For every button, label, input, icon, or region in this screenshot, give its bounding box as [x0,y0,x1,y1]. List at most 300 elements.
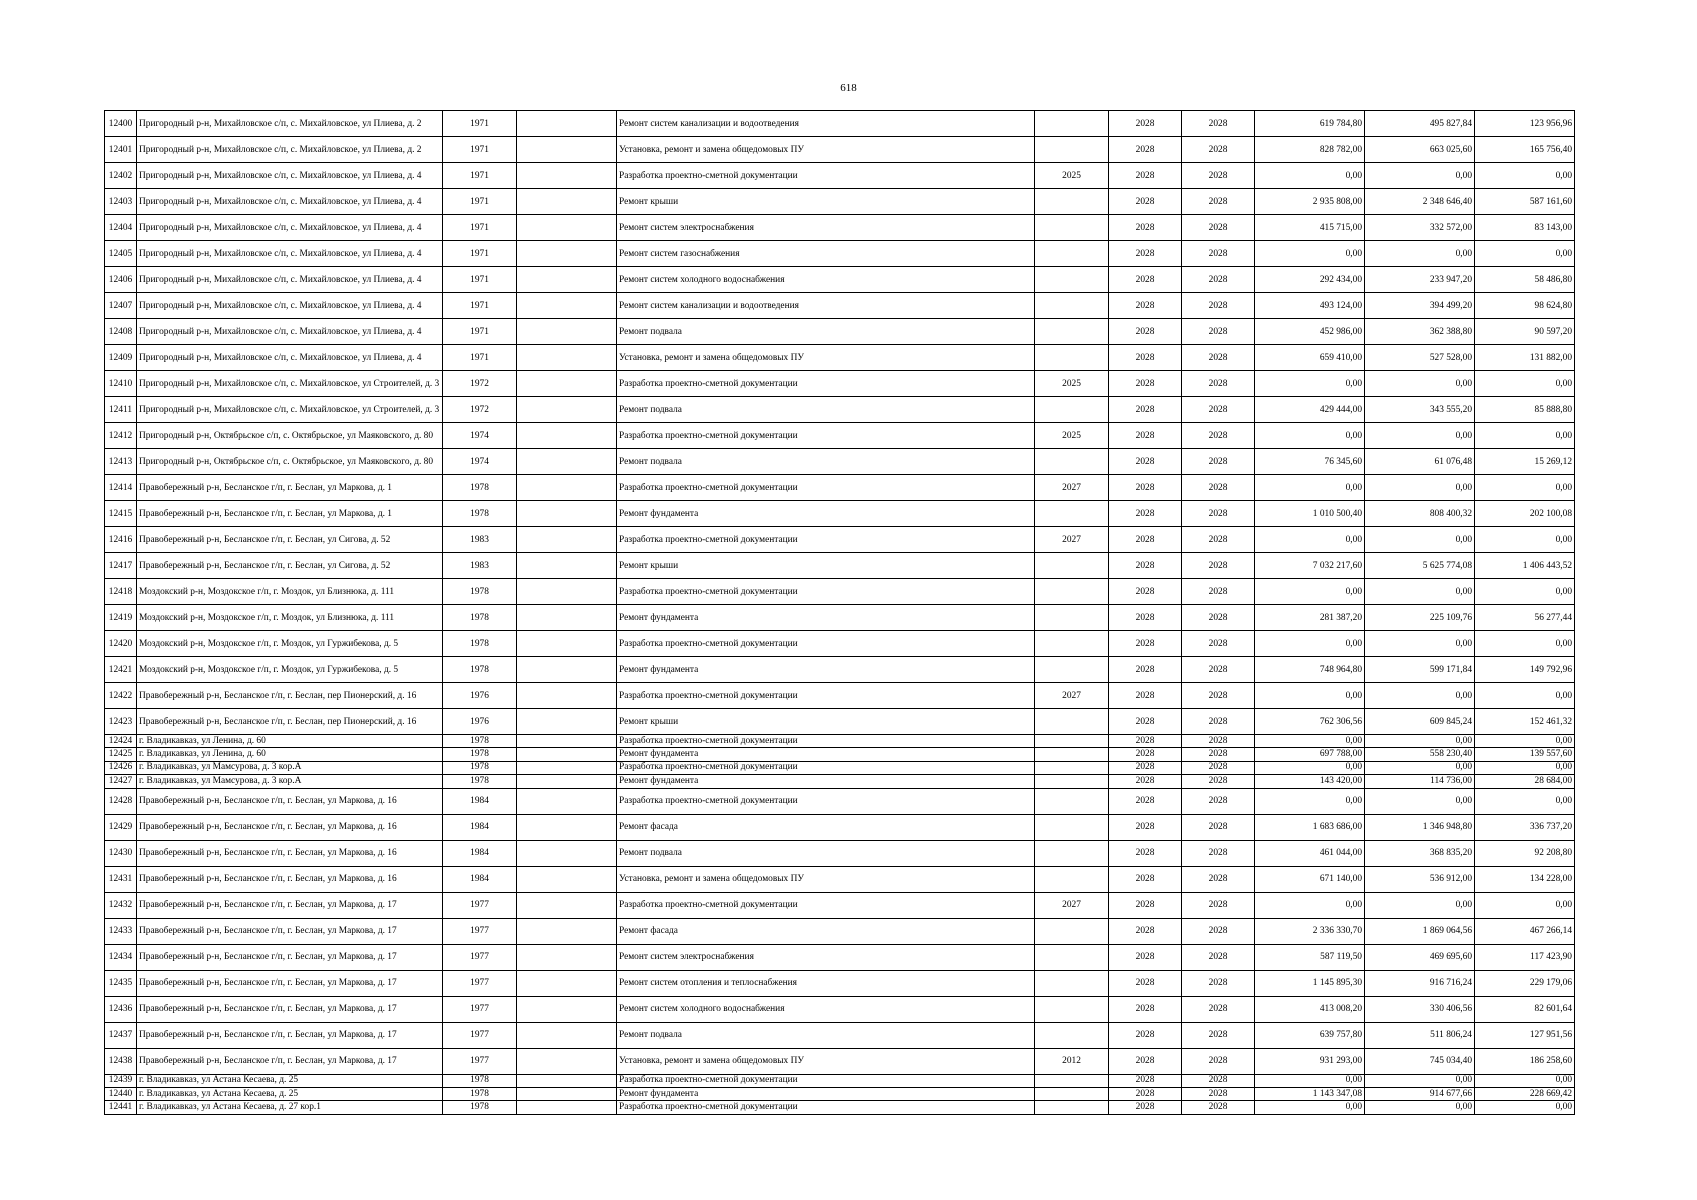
design-year-cell [1035,1087,1109,1100]
design-year-cell: 2027 [1035,475,1109,501]
empty-cell [517,735,617,748]
design-year-cell [1035,345,1109,371]
owner-cost-cell: 587 161,60 [1475,189,1575,215]
address-cell: Пригородный р-н, Михайловское с/п, с. Михайловское, ул Плиева, д. 4 [137,163,443,189]
table-row [105,215,1575,241]
fund-cost-cell: 362 388,80 [1365,319,1475,345]
start-year-cell: 2028 [1109,918,1182,944]
start-year-cell: 2028 [1109,866,1182,892]
year-built-cell: 1971 [443,215,517,241]
empty-cell [517,944,617,970]
fund-cost-cell: 2 348 646,40 [1365,189,1475,215]
empty-cell [517,189,617,215]
work-type-cell: Ремонт подвала [617,319,1035,345]
empty-cell [517,1048,617,1074]
address-cell: Пригородный р-н, Октябрьское с/п, с. Октябрьское, ул Маяковского, д. 80 [137,449,443,475]
work-type-cell: Ремонт подвала [617,840,1035,866]
year-built-cell: 1977 [443,996,517,1022]
start-year-cell: 2028 [1109,748,1182,761]
end-year-cell: 2028 [1182,775,1255,788]
total-cost-cell: 0,00 [1255,371,1365,397]
table-row [105,775,1575,788]
year-built-cell: 1977 [443,918,517,944]
empty-cell [517,657,617,683]
table-row [105,579,1575,605]
fund-cost-cell: 599 171,84 [1365,657,1475,683]
owner-cost-cell: 0,00 [1475,579,1575,605]
table-row [105,475,1575,501]
start-year-cell: 2028 [1109,319,1182,345]
year-built-cell: 1976 [443,709,517,735]
empty-cell [517,111,617,137]
end-year-cell: 2028 [1182,709,1255,735]
year-built-cell: 1984 [443,866,517,892]
total-cost-cell: 828 782,00 [1255,137,1365,163]
fund-cost-cell: 114 736,00 [1365,775,1475,788]
address-cell: Моздокский р-н, Моздокское г/п, г. Моздок, ул Близнюка, д. 111 [137,605,443,631]
end-year-cell: 2028 [1182,1022,1255,1048]
design-year-cell [1035,761,1109,774]
end-year-cell: 2028 [1182,501,1255,527]
design-year-cell [1035,605,1109,631]
address-cell: Правобережный р-н, Бесланское г/п, г. Беслан, ул Маркова, д. 17 [137,1022,443,1048]
row-number: 12411 [105,397,137,423]
fund-cost-cell: 536 912,00 [1365,866,1475,892]
table-row [105,345,1575,371]
year-built-cell: 1972 [443,371,517,397]
fund-cost-cell: 233 947,20 [1365,267,1475,293]
table-row [105,657,1575,683]
start-year-cell: 2028 [1109,189,1182,215]
table-row [105,137,1575,163]
fund-cost-cell: 914 677,66 [1365,1087,1475,1100]
start-year-cell: 2028 [1109,814,1182,840]
empty-cell [517,748,617,761]
empty-cell [517,970,617,996]
start-year-cell: 2028 [1109,657,1182,683]
end-year-cell: 2028 [1182,371,1255,397]
design-year-cell [1035,775,1109,788]
end-year-cell: 2028 [1182,1101,1255,1114]
row-number: 12438 [105,1048,137,1074]
row-number: 12405 [105,241,137,267]
table-row [105,605,1575,631]
empty-cell [517,397,617,423]
address-cell: Пригородный р-н, Октябрьское с/п, с. Октябрьское, ул Маяковского, д. 80 [137,423,443,449]
row-number: 12401 [105,137,137,163]
fund-cost-cell: 0,00 [1365,475,1475,501]
total-cost-cell: 0,00 [1255,527,1365,553]
year-built-cell: 1971 [443,345,517,371]
empty-cell [517,267,617,293]
table-row [105,1048,1575,1074]
empty-cell [517,293,617,319]
design-year-cell [1035,111,1109,137]
fund-cost-cell: 343 555,20 [1365,397,1475,423]
work-type-cell: Ремонт фасада [617,814,1035,840]
end-year-cell: 2028 [1182,631,1255,657]
address-cell: г. Владикавказ, ул Астана Кесаева, д. 27 кор.1 [137,1101,443,1114]
fund-cost-cell: 469 695,60 [1365,944,1475,970]
address-cell: Правобережный р-н, Бесланское г/п, г. Беслан, ул Маркова, д. 16 [137,866,443,892]
table-row [105,918,1575,944]
fund-cost-cell: 0,00 [1365,631,1475,657]
table-row [105,293,1575,319]
table-row [105,892,1575,918]
total-cost-cell: 292 434,00 [1255,267,1365,293]
owner-cost-cell: 15 269,12 [1475,449,1575,475]
fund-cost-cell: 495 827,84 [1365,111,1475,137]
year-built-cell: 1978 [443,735,517,748]
year-built-cell: 1971 [443,163,517,189]
year-built-cell: 1978 [443,631,517,657]
row-number: 12417 [105,553,137,579]
design-year-cell [1035,996,1109,1022]
year-built-cell: 1978 [443,501,517,527]
total-cost-cell: 2 336 330,70 [1255,918,1365,944]
end-year-cell: 2028 [1182,657,1255,683]
empty-cell [517,553,617,579]
design-year-cell [1035,215,1109,241]
year-built-cell: 1978 [443,605,517,631]
address-cell: Правобережный р-н, Бесланское г/п, г. Беслан, ул Маркова, д. 17 [137,996,443,1022]
table-row [105,189,1575,215]
owner-cost-cell: 0,00 [1475,371,1575,397]
fund-cost-cell: 368 835,20 [1365,840,1475,866]
end-year-cell: 2028 [1182,605,1255,631]
owner-cost-cell: 28 684,00 [1475,775,1575,788]
end-year-cell: 2028 [1182,748,1255,761]
work-type-cell: Ремонт фундамента [617,657,1035,683]
owner-cost-cell: 0,00 [1475,527,1575,553]
owner-cost-cell: 149 792,96 [1475,657,1575,683]
total-cost-cell: 659 410,00 [1255,345,1365,371]
table-row [105,709,1575,735]
work-type-cell: Ремонт подвала [617,449,1035,475]
owner-cost-cell: 85 888,80 [1475,397,1575,423]
work-type-cell: Установка, ремонт и замена общедомовых ПУ [617,345,1035,371]
work-type-cell: Ремонт крыши [617,709,1035,735]
owner-cost-cell: 467 266,14 [1475,918,1575,944]
total-cost-cell: 461 044,00 [1255,840,1365,866]
year-built-cell: 1984 [443,814,517,840]
work-type-cell: Разработка проектно-сметной документации [617,1074,1035,1087]
table-row [105,996,1575,1022]
address-cell: Пригородный р-н, Михайловское с/п, с. Михайловское, ул Плиева, д. 2 [137,111,443,137]
end-year-cell: 2028 [1182,397,1255,423]
work-type-cell: Разработка проектно-сметной документации [617,163,1035,189]
end-year-cell: 2028 [1182,735,1255,748]
empty-cell [517,423,617,449]
row-number: 12433 [105,918,137,944]
year-built-cell: 1978 [443,775,517,788]
start-year-cell: 2028 [1109,423,1182,449]
start-year-cell: 2028 [1109,996,1182,1022]
total-cost-cell: 748 964,80 [1255,657,1365,683]
empty-cell [517,345,617,371]
start-year-cell: 2028 [1109,775,1182,788]
empty-cell [517,840,617,866]
total-cost-cell: 697 788,00 [1255,748,1365,761]
row-number: 12421 [105,657,137,683]
empty-cell [517,631,617,657]
address-cell: Правобережный р-н, Бесланское г/п, г. Беслан, пер Пионерский, д. 16 [137,709,443,735]
table-row [105,1022,1575,1048]
work-type-cell: Разработка проектно-сметной документации [617,892,1035,918]
row-number: 12427 [105,775,137,788]
start-year-cell: 2028 [1109,1074,1182,1087]
end-year-cell: 2028 [1182,137,1255,163]
owner-cost-cell: 92 208,80 [1475,840,1575,866]
start-year-cell: 2028 [1109,267,1182,293]
end-year-cell: 2028 [1182,163,1255,189]
design-year-cell [1035,709,1109,735]
owner-cost-cell: 56 277,44 [1475,605,1575,631]
fund-cost-cell: 745 034,40 [1365,1048,1475,1074]
address-cell: Правобережный р-н, Бесланское г/п, г. Беслан, ул Сигова, д. 52 [137,527,443,553]
address-cell: Пригородный р-н, Михайловское с/п, с. Михайловское, ул Строителей, д. 3 [137,371,443,397]
design-year-cell [1035,553,1109,579]
fund-cost-cell: 1 869 064,56 [1365,918,1475,944]
year-built-cell: 1974 [443,423,517,449]
empty-cell [517,775,617,788]
registry-body [105,111,1575,1115]
total-cost-cell: 7 032 217,60 [1255,553,1365,579]
total-cost-cell: 639 757,80 [1255,1022,1365,1048]
fund-cost-cell: 609 845,24 [1365,709,1475,735]
start-year-cell: 2028 [1109,215,1182,241]
row-number: 12430 [105,840,137,866]
year-built-cell: 1978 [443,657,517,683]
total-cost-cell: 1 145 895,30 [1255,970,1365,996]
start-year-cell: 2028 [1109,709,1182,735]
total-cost-cell: 1 010 500,40 [1255,501,1365,527]
end-year-cell: 2028 [1182,866,1255,892]
owner-cost-cell: 228 669,42 [1475,1087,1575,1100]
design-year-cell [1035,631,1109,657]
address-cell: Пригородный р-н, Михайловское с/п, с. Михайловское, ул Плиева, д. 4 [137,189,443,215]
owner-cost-cell: 0,00 [1475,631,1575,657]
total-cost-cell: 0,00 [1255,579,1365,605]
design-year-cell [1035,1074,1109,1087]
fund-cost-cell: 0,00 [1365,163,1475,189]
start-year-cell: 2028 [1109,683,1182,709]
end-year-cell: 2028 [1182,892,1255,918]
owner-cost-cell: 123 956,96 [1475,111,1575,137]
owner-cost-cell: 83 143,00 [1475,215,1575,241]
end-year-cell: 2028 [1182,761,1255,774]
total-cost-cell: 0,00 [1255,683,1365,709]
address-cell: г. Владикавказ, ул Астана Кесаева, д. 25 [137,1074,443,1087]
end-year-cell: 2028 [1182,293,1255,319]
total-cost-cell: 0,00 [1255,788,1365,814]
owner-cost-cell: 0,00 [1475,241,1575,267]
owner-cost-cell: 0,00 [1475,163,1575,189]
year-built-cell: 1978 [443,1074,517,1087]
table-row [105,761,1575,774]
row-number: 12403 [105,189,137,215]
fund-cost-cell: 394 499,20 [1365,293,1475,319]
fund-cost-cell: 1 346 948,80 [1365,814,1475,840]
end-year-cell: 2028 [1182,553,1255,579]
year-built-cell: 1974 [443,449,517,475]
year-built-cell: 1978 [443,761,517,774]
end-year-cell: 2028 [1182,319,1255,345]
design-year-cell: 2025 [1035,371,1109,397]
design-year-cell [1035,241,1109,267]
page-number: 618 [840,82,857,94]
work-type-cell: Разработка проектно-сметной документации [617,631,1035,657]
design-year-cell [1035,189,1109,215]
row-number: 12423 [105,709,137,735]
fund-cost-cell: 0,00 [1365,892,1475,918]
fund-cost-cell: 5 625 774,08 [1365,553,1475,579]
design-year-cell [1035,137,1109,163]
address-cell: Пригородный р-н, Михайловское с/п, с. Михайловское, ул Плиева, д. 4 [137,345,443,371]
total-cost-cell: 0,00 [1255,761,1365,774]
fund-cost-cell: 0,00 [1365,371,1475,397]
row-number: 12407 [105,293,137,319]
empty-cell [517,892,617,918]
table-row [105,683,1575,709]
fund-cost-cell: 0,00 [1365,241,1475,267]
start-year-cell: 2028 [1109,1022,1182,1048]
fund-cost-cell: 916 716,24 [1365,970,1475,996]
design-year-cell [1035,918,1109,944]
total-cost-cell: 671 140,00 [1255,866,1365,892]
owner-cost-cell: 0,00 [1475,475,1575,501]
table-row [105,423,1575,449]
empty-cell [517,501,617,527]
work-type-cell: Установка, ремонт и замена общедомовых ПУ [617,137,1035,163]
address-cell: Правобережный р-н, Бесланское г/п, г. Беслан, ул Маркова, д. 17 [137,1048,443,1074]
row-number: 12420 [105,631,137,657]
start-year-cell: 2028 [1109,111,1182,137]
row-number: 12440 [105,1087,137,1100]
design-year-cell [1035,735,1109,748]
work-type-cell: Разработка проектно-сметной документации [617,371,1035,397]
total-cost-cell: 587 119,50 [1255,944,1365,970]
start-year-cell: 2028 [1109,970,1182,996]
address-cell: г. Владикавказ, ул Мамсурова, д. 3 кор.А [137,775,443,788]
year-built-cell: 1977 [443,892,517,918]
total-cost-cell: 281 387,20 [1255,605,1365,631]
total-cost-cell: 619 784,80 [1255,111,1365,137]
start-year-cell: 2028 [1109,892,1182,918]
fund-cost-cell: 0,00 [1365,761,1475,774]
total-cost-cell: 931 293,00 [1255,1048,1365,1074]
table-row [105,397,1575,423]
row-number: 12409 [105,345,137,371]
row-number: 12441 [105,1101,137,1114]
design-year-cell [1035,501,1109,527]
work-type-cell: Ремонт систем холодного водоснабжения [617,267,1035,293]
work-type-cell: Ремонт систем электроснабжения [617,215,1035,241]
work-type-cell: Разработка проектно-сметной документации [617,683,1035,709]
row-number: 12408 [105,319,137,345]
address-cell: Моздокский р-н, Моздокское г/п, г. Моздок, ул Гуржибекова, д. 5 [137,631,443,657]
owner-cost-cell: 0,00 [1475,735,1575,748]
end-year-cell: 2028 [1182,683,1255,709]
address-cell: Пригородный р-н, Михайловское с/п, с. Михайловское, ул Плиева, д. 4 [137,241,443,267]
end-year-cell: 2028 [1182,1074,1255,1087]
fund-cost-cell: 511 806,24 [1365,1022,1475,1048]
year-built-cell: 1983 [443,527,517,553]
empty-cell [517,709,617,735]
design-year-cell [1035,970,1109,996]
owner-cost-cell: 98 624,80 [1475,293,1575,319]
row-number: 12415 [105,501,137,527]
owner-cost-cell: 186 258,60 [1475,1048,1575,1074]
design-year-cell [1035,579,1109,605]
fund-cost-cell: 527 528,00 [1365,345,1475,371]
owner-cost-cell: 336 737,20 [1475,814,1575,840]
owner-cost-cell: 0,00 [1475,1101,1575,1114]
row-number: 12419 [105,605,137,631]
year-built-cell: 1984 [443,788,517,814]
total-cost-cell: 1 143 347,08 [1255,1087,1365,1100]
total-cost-cell: 76 345,60 [1255,449,1365,475]
design-year-cell [1035,1022,1109,1048]
design-year-cell [1035,788,1109,814]
year-built-cell: 1978 [443,1087,517,1100]
end-year-cell: 2028 [1182,189,1255,215]
address-cell: Моздокский р-н, Моздокское г/п, г. Моздок, ул Близнюка, д. 111 [137,579,443,605]
end-year-cell: 2028 [1182,1087,1255,1100]
row-number: 12435 [105,970,137,996]
start-year-cell: 2028 [1109,527,1182,553]
year-built-cell: 1972 [443,397,517,423]
table-row [105,111,1575,137]
work-type-cell: Ремонт подвала [617,1022,1035,1048]
start-year-cell: 2028 [1109,397,1182,423]
design-year-cell: 2027 [1035,527,1109,553]
empty-cell [517,683,617,709]
fund-cost-cell: 61 076,48 [1365,449,1475,475]
owner-cost-cell: 0,00 [1475,683,1575,709]
year-built-cell: 1971 [443,241,517,267]
end-year-cell: 2028 [1182,267,1255,293]
empty-cell [517,215,617,241]
work-type-cell: Установка, ремонт и замена общедомовых ПУ [617,1048,1035,1074]
start-year-cell: 2028 [1109,735,1182,748]
fund-cost-cell: 808 400,32 [1365,501,1475,527]
end-year-cell: 2028 [1182,527,1255,553]
work-type-cell: Ремонт фундамента [617,775,1035,788]
fund-cost-cell: 0,00 [1365,1101,1475,1114]
design-year-cell: 2012 [1035,1048,1109,1074]
end-year-cell: 2028 [1182,449,1255,475]
start-year-cell: 2028 [1109,761,1182,774]
owner-cost-cell: 0,00 [1475,788,1575,814]
design-year-cell [1035,449,1109,475]
fund-cost-cell: 0,00 [1365,579,1475,605]
fund-cost-cell: 0,00 [1365,527,1475,553]
empty-cell [517,1087,617,1100]
design-year-cell [1035,657,1109,683]
end-year-cell: 2028 [1182,1048,1255,1074]
row-number: 12429 [105,814,137,840]
work-type-cell: Ремонт крыши [617,189,1035,215]
table-row [105,449,1575,475]
start-year-cell: 2028 [1109,501,1182,527]
work-type-cell: Ремонт систем холодного водоснабжения [617,996,1035,1022]
total-cost-cell: 2 935 808,00 [1255,189,1365,215]
row-number: 12432 [105,892,137,918]
address-cell: Правобережный р-н, Бесланское г/п, г. Беслан, пер Пионерский, д. 16 [137,683,443,709]
owner-cost-cell: 152 461,32 [1475,709,1575,735]
start-year-cell: 2028 [1109,944,1182,970]
